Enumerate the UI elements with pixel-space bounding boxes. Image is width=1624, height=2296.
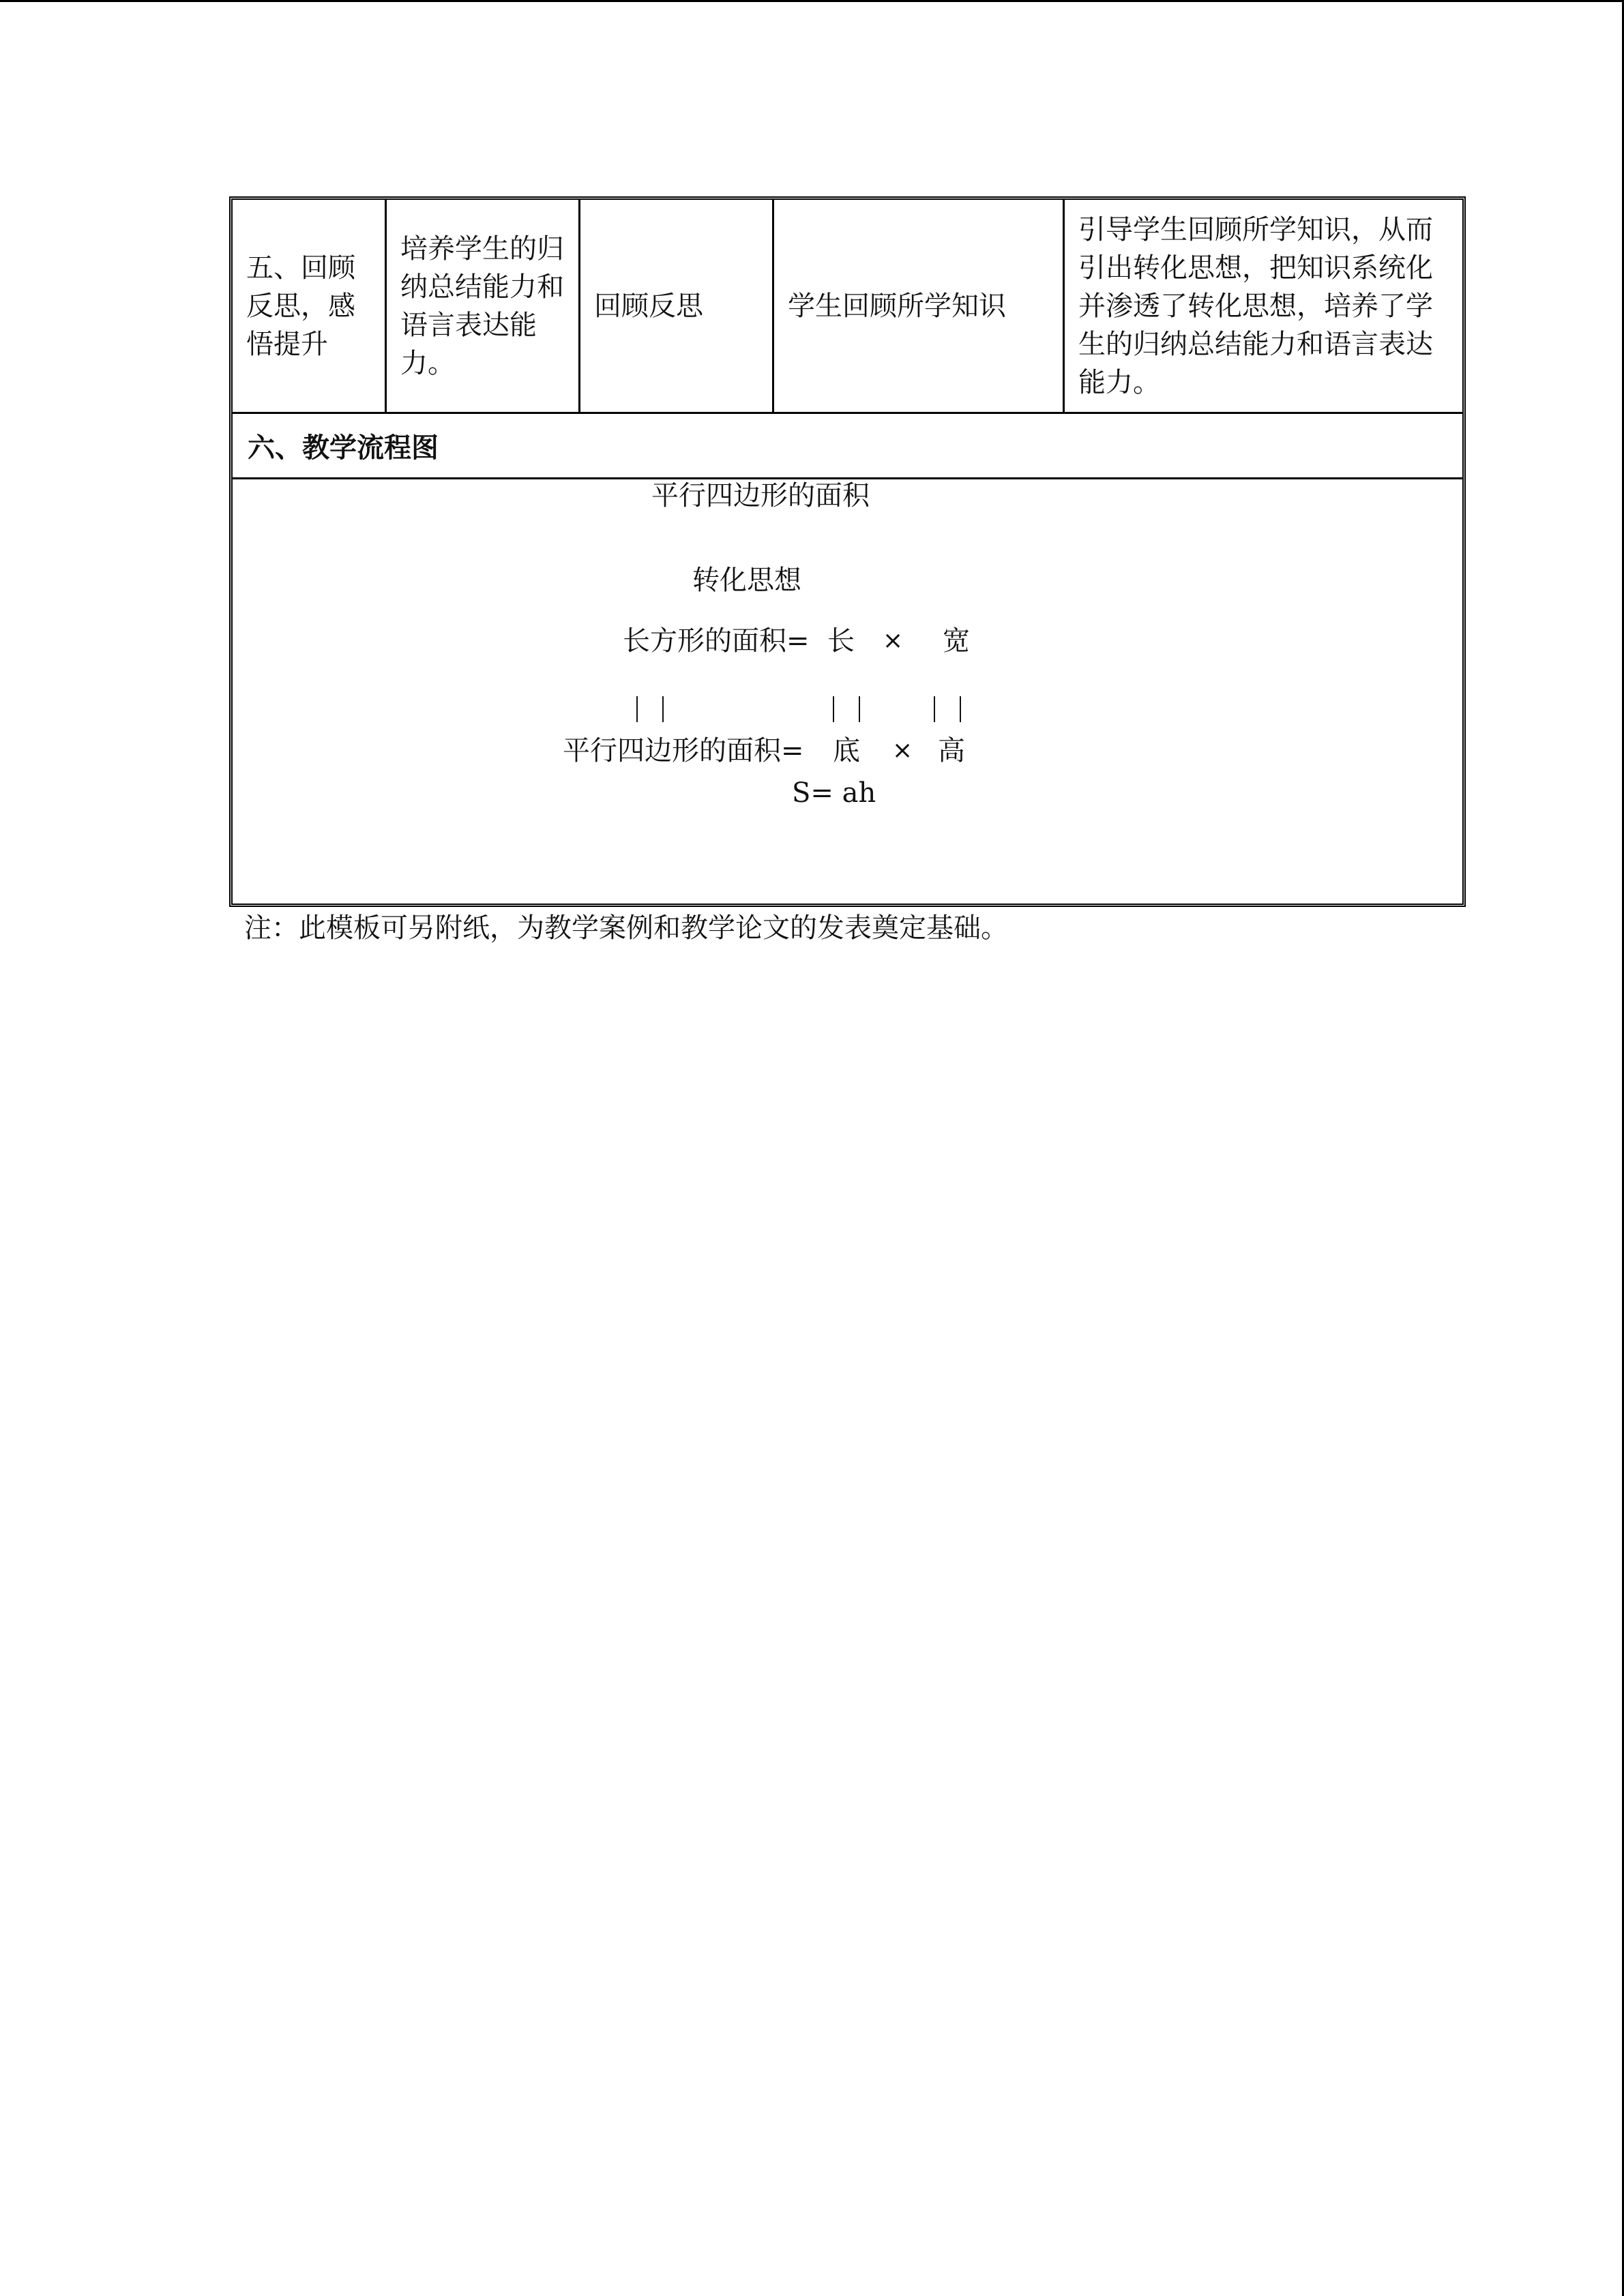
- cell-intent: [1065, 200, 1462, 412]
- connector-bar: [960, 696, 961, 722]
- intent-text: 引导学生回顾所学知识，从而引出转化思想，把知识系统化并渗透了转化思想，培养了学生的归纳总结能力和语言表达能力。: [1078, 213, 1433, 398]
- student-text: 学生回顾所学知识: [788, 290, 1006, 322]
- page-edge-top: [0, 0, 1624, 2]
- area-formula: S= ah: [792, 777, 876, 809]
- cell-stage: [233, 200, 387, 412]
- connector-bar: [636, 696, 638, 722]
- para-base: 底: [833, 735, 860, 766]
- connector-bar: [833, 696, 834, 722]
- flow-idea: 转化思想: [692, 565, 801, 596]
- section-title-row: [233, 414, 1462, 479]
- para-formula-label: 平行四边形的面积=: [563, 735, 804, 766]
- para-height: 高: [938, 735, 965, 766]
- cell-student: [774, 200, 1065, 412]
- connector-bar: [859, 696, 860, 722]
- goal-text: 培养学生的归纳总结能力和语言表达能力。: [400, 233, 564, 379]
- stage-text: 五、回顾反思，感悟提升: [246, 252, 355, 360]
- rect-formula-label: 长方形的面积=: [623, 625, 810, 657]
- cell-goal: [387, 200, 580, 412]
- rect-width: 宽: [943, 625, 970, 657]
- times-sign-1: ×: [883, 627, 904, 655]
- section-title: 六、教学流程图: [248, 432, 439, 464]
- connector-bar: [662, 696, 664, 722]
- cell-activity: [580, 200, 774, 412]
- lesson-plan-table: [229, 196, 1466, 907]
- times-sign-2: ×: [892, 736, 913, 764]
- activity-text: 回顾反思: [594, 290, 703, 322]
- rect-length: 长: [827, 625, 855, 657]
- flow-title: 平行四边形的面积: [651, 480, 870, 511]
- table-row-review: [233, 200, 1462, 414]
- flowchart-area: [233, 479, 1462, 904]
- connector-bar: [934, 696, 935, 722]
- footnote: 注：此模板可另附纸，为教学案例和教学论文的发表奠定基础。: [244, 912, 1008, 944]
